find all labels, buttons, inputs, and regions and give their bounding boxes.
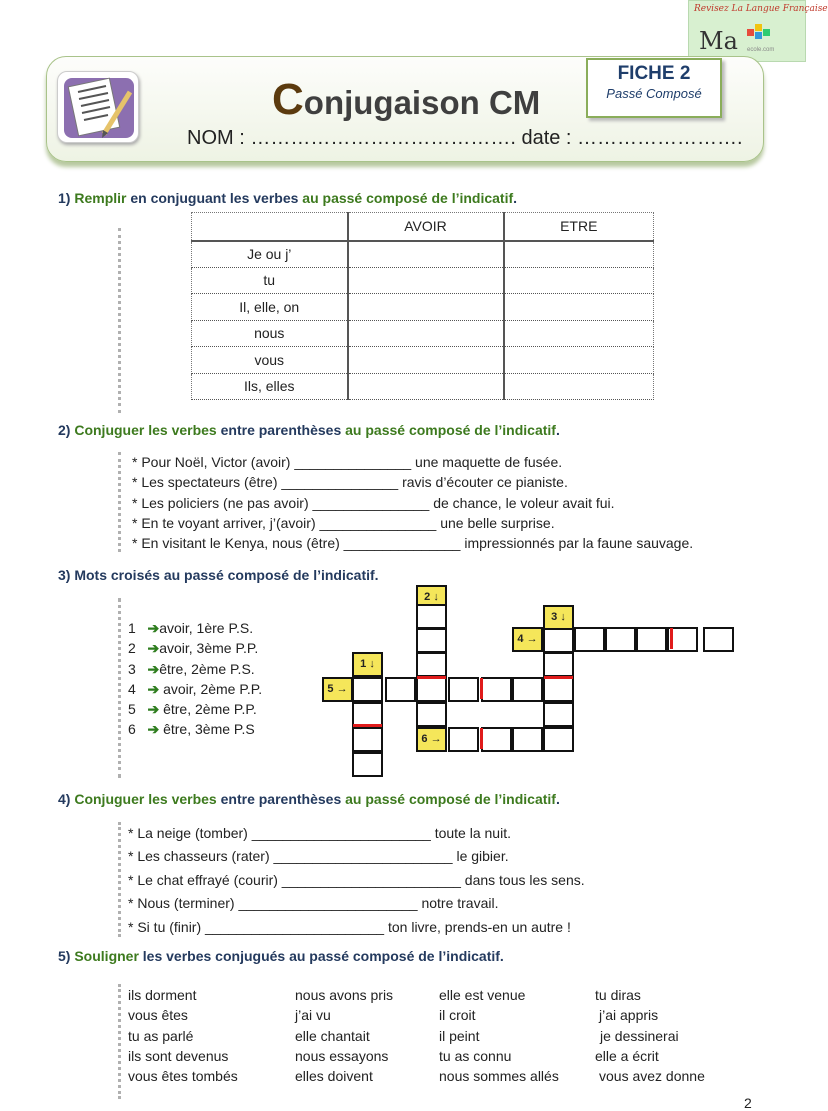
list-item: * Si tu (finir) _______________________ ton livre, prends-en un autre ! xyxy=(128,918,571,935)
verb-item[interactable]: elles doivent xyxy=(295,1068,373,1085)
logo-tagline: Revisez La Langue Française xyxy=(694,4,828,14)
fiche-subtitle: Passé Composé xyxy=(606,86,702,101)
arrow-icon: ➔ xyxy=(147,640,160,657)
word-separator xyxy=(480,678,483,699)
crossword-cell[interactable] xyxy=(512,727,543,752)
table-row: nous xyxy=(192,320,654,347)
crossword-cell[interactable] xyxy=(543,652,574,677)
column-avoir: AVOIR xyxy=(348,213,504,241)
arrow-icon: ➔ xyxy=(147,660,160,677)
crossword-cell[interactable] xyxy=(352,727,383,752)
section5-title: 5) Souligner les verbes conjugués au passé composé de l’indicatif. xyxy=(58,948,504,964)
table-row: Il, elle, on xyxy=(192,294,654,321)
arrow-icon: ➔ xyxy=(147,701,160,718)
verb-item[interactable]: il croit xyxy=(439,1007,476,1024)
page-title xyxy=(272,75,540,125)
clue-item: 2 ➔avoir, 3ème P.P. xyxy=(128,640,259,657)
answer-cell[interactable] xyxy=(504,373,654,400)
verb-item[interactable]: vous êtes xyxy=(128,1007,188,1024)
crossword-cell[interactable] xyxy=(352,702,383,727)
crossword-clues xyxy=(128,618,262,740)
crossword-cell[interactable] xyxy=(481,727,512,752)
margin-dots xyxy=(118,228,121,413)
logo-sub: ecole.com xyxy=(747,47,775,53)
verbs-col-1 xyxy=(128,985,238,1086)
verb-item[interactable]: il peint xyxy=(439,1027,480,1044)
crossword-cell[interactable] xyxy=(605,627,636,652)
crossword-cell[interactable] xyxy=(667,627,698,652)
fiche-number: FICHE 2 xyxy=(617,63,691,84)
crossword-cell[interactable] xyxy=(543,677,574,702)
crossword-cell[interactable] xyxy=(512,677,543,702)
word-separator xyxy=(480,728,483,749)
site-logo xyxy=(688,0,828,62)
section3-title: 3) Mots croisés au passé composé de l’indicatif. xyxy=(58,567,379,583)
clue-cell-3: 3 ↓ xyxy=(543,605,574,630)
clue-cell-5: 5 → xyxy=(322,677,353,702)
section4-sentences xyxy=(128,822,585,939)
column-etre: ETRE xyxy=(504,213,654,241)
verb-item[interactable]: vous avez donne xyxy=(599,1068,705,1085)
page-number: 2 xyxy=(744,1095,752,1111)
answer-cell[interactable] xyxy=(504,267,654,294)
arrow-icon: ➔ xyxy=(147,620,160,636)
crossword-cell[interactable] xyxy=(636,627,667,652)
logo-blocks-icon xyxy=(747,29,775,43)
answer-cell[interactable] xyxy=(348,320,504,347)
word-separator xyxy=(353,724,382,727)
margin-dots xyxy=(118,452,121,552)
list-item: * Les chasseurs (rater) _______________________ le gibier. xyxy=(128,848,509,865)
verb-item[interactable]: tu as parlé xyxy=(128,1027,194,1044)
crossword-cell[interactable] xyxy=(352,677,383,702)
table-row: vous xyxy=(192,347,654,374)
verb-item[interactable]: vous êtes tombés xyxy=(128,1068,238,1085)
crossword-cell[interactable] xyxy=(574,627,605,652)
crossword-cell[interactable] xyxy=(543,702,574,727)
verbs-col-3 xyxy=(439,985,559,1086)
section2-title: 2) Conjuguer les verbes entre parenthèses au passé composé de l’indicatif. xyxy=(58,422,560,438)
word-separator xyxy=(544,676,573,679)
crossword-cell[interactable] xyxy=(543,727,574,752)
answer-cell[interactable] xyxy=(504,347,654,374)
clue-cell-1: 1 ↓ xyxy=(352,652,383,677)
margin-dots xyxy=(118,822,121,937)
verb-item[interactable]: ils dorment xyxy=(128,987,197,1003)
answer-cell[interactable] xyxy=(504,294,654,321)
answer-cell[interactable] xyxy=(504,320,654,347)
crossword-cell[interactable] xyxy=(416,677,447,702)
list-item: * En te voyant arriver, j’(avoir) _______________ une belle surprise. xyxy=(132,514,555,531)
section2-sentences xyxy=(132,452,693,553)
crossword-cell[interactable] xyxy=(703,627,734,652)
list-item: * Les policiers (ne pas avoir) _______________ de chance, le voleur avait fui. xyxy=(132,494,615,511)
verb-item[interactable]: tu diras xyxy=(595,987,641,1003)
document-pen-icon xyxy=(57,71,139,143)
list-item: * Pour Noël, Victor (avoir) _______________ une maquette de fusée. xyxy=(132,454,563,470)
verbs-col-2 xyxy=(295,985,393,1086)
list-item: * La neige (tomber) _______________________ toute la nuit. xyxy=(128,825,511,841)
clue-cell-4: 4 → xyxy=(512,627,543,652)
clue-item: 3 ➔être, 2ème P.S. xyxy=(128,660,255,677)
clue-item: 4 ➔ avoir, 2ème P.P. xyxy=(128,680,263,697)
clue-item: 6 ➔ être, 3ème P.S xyxy=(128,721,255,738)
clue-item: 1 ➔avoir, 1ère P.S. xyxy=(128,620,254,636)
clue-item: 5 ➔ être, 2ème P.P. xyxy=(128,701,257,718)
list-item: * Les spectateurs (être) _______________ ravis d’écouter ce pianiste. xyxy=(132,474,568,491)
list-item: * Nous (terminer) _______________________ notre travail. xyxy=(128,895,499,912)
table-row: tu xyxy=(192,267,654,294)
verb-item[interactable]: elle a écrit xyxy=(595,1047,659,1064)
arrow-icon: ➔ xyxy=(147,721,160,738)
arrow-icon: ➔ xyxy=(147,680,160,697)
crossword-cell[interactable] xyxy=(448,677,479,702)
fiche-label xyxy=(586,58,722,118)
margin-dots xyxy=(118,598,121,778)
conjugation-table xyxy=(191,212,654,400)
verb-item[interactable]: ils sont devenus xyxy=(128,1047,229,1064)
crossword-cell[interactable] xyxy=(416,702,447,727)
logo-ma: Ma xyxy=(699,27,738,55)
verb-item[interactable]: nous avons pris xyxy=(295,987,394,1003)
answer-cell[interactable] xyxy=(348,294,504,321)
clue-cell-6: 6 → xyxy=(416,727,447,752)
verb-item[interactable]: j’ai vu xyxy=(295,1007,331,1024)
crossword-cell[interactable] xyxy=(416,604,447,629)
section1-title: 1) Remplir en conjuguant les verbes au passé composé de l’indicatif. xyxy=(58,190,518,206)
verb-item[interactable]: elle est venue xyxy=(439,987,526,1003)
verb-item[interactable]: tu as connu xyxy=(439,1047,512,1064)
crossword-cell[interactable] xyxy=(385,677,416,702)
verbs-col-4 xyxy=(595,985,705,1086)
word-separator xyxy=(670,628,673,649)
crossword-cell[interactable] xyxy=(416,628,447,653)
answer-cell[interactable] xyxy=(348,373,504,400)
list-item: * En visitant le Kenya, nous (être) _______________ impressionnés par la faune sauvage. xyxy=(132,535,694,552)
crossword-cell[interactable] xyxy=(416,652,447,677)
table-header-row xyxy=(192,213,654,241)
answer-cell[interactable] xyxy=(348,241,504,268)
verb-item[interactable]: nous sommes allés xyxy=(439,1068,559,1085)
answer-cell[interactable] xyxy=(348,267,504,294)
list-item: * Le chat effrayé (courir) _______________________ dans tous les sens. xyxy=(128,871,585,888)
word-separator xyxy=(417,676,446,679)
verb-item[interactable]: j’ai appris xyxy=(599,1007,659,1024)
table-row: Ils, elles xyxy=(192,373,654,400)
name-date-line: NOM : …………………………………. date : ……………………. xyxy=(187,127,743,149)
crossword-cell[interactable] xyxy=(448,727,479,752)
verb-item[interactable]: elle chantait xyxy=(295,1027,370,1044)
table-row: Je ou j’ xyxy=(192,241,654,268)
margin-dots xyxy=(118,984,121,1099)
clue-cell-2: 2 ↓ xyxy=(416,585,447,610)
answer-cell[interactable] xyxy=(348,347,504,374)
crossword-cell[interactable] xyxy=(352,752,383,777)
crossword-cell[interactable] xyxy=(543,628,574,653)
title-initial: C xyxy=(272,75,304,124)
answer-cell[interactable] xyxy=(504,241,654,268)
verb-item[interactable]: je dessinerai xyxy=(600,1027,679,1044)
section4-title: 4) Conjuguer les verbes entre parenthèses au passé composé de l’indicatif. xyxy=(58,791,560,807)
verb-item[interactable]: nous essayons xyxy=(295,1047,389,1064)
title-rest: onjugaison CM xyxy=(303,84,541,121)
crossword-cell[interactable] xyxy=(481,677,512,702)
